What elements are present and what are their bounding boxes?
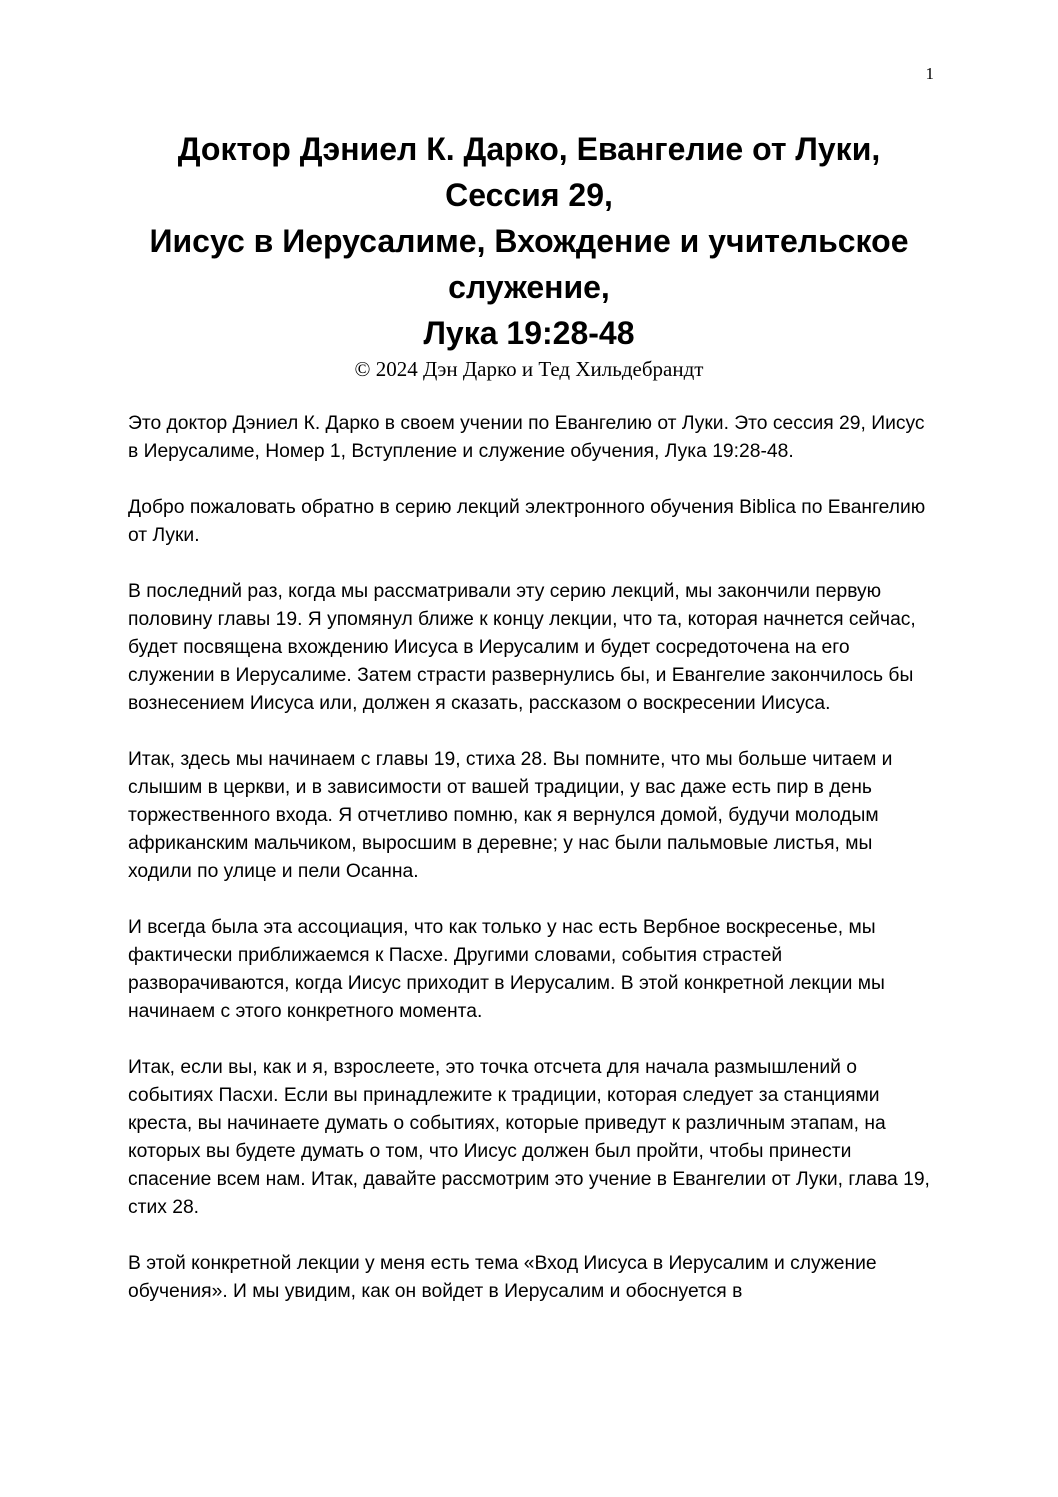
paragraph-3: В последний раз, когда мы рассматривали эту серию лекций, мы закончили первую половину главы 19. Я упомянул ближе к концу лекции, что та, которая начнется сейчас, будет посвящена вхождению Иисуса в Иерусалим и будет сосредоточена на его служении в Иерусалиме. Затем страсти развернулись бы, и Евангелие закончилось бы вознесением Иисуса или, должен я сказать, рассказом о воскресении Иисуса. bbox=[128, 581, 916, 714]
document-title bbox=[110, 126, 948, 356]
paragraph-5: И всегда была эта ассоциация, что как только у нас есть Вербное воскресенье, мы фактически приближаемся к Пасхе. Другими словами, события страстей разворачиваются, когда Иисус приходит в Иерусалим. В этой конкретной лекции мы начинаем с этого конкретного момента. bbox=[128, 917, 885, 1022]
copyright-notice: © 2024 Дэн Дарко и Тед Хильдебрандт bbox=[354, 357, 704, 381]
paragraph-2: Добро пожаловать обратно в серию лекций электронного обучения Biblica по Евангелию от Луки. bbox=[128, 497, 926, 546]
title-line-5: Лука 19:28-48 bbox=[423, 315, 635, 351]
title-line-1: Доктор Дэниел К. Дарко, Евангелие от Луки, bbox=[177, 131, 881, 167]
page-number: 1 bbox=[925, 64, 934, 83]
paragraph-7: В этой конкретной лекции у меня есть тема «Вход Иисуса в Иерусалим и служение обучения». И мы увидим, как он войдет в Иерусалим и обоснуется в bbox=[128, 1253, 877, 1302]
body-text bbox=[128, 410, 938, 1334]
paragraph-1: Это доктор Дэниел К. Дарко в своем учении по Евангелию от Луки. Это сессия 29, Иисус в Иерусалиме, Номер 1, Вступление и служение обучения, Лука 19:28-48. bbox=[128, 413, 925, 462]
paragraph-6: Итак, если вы, как и я, взрослеете, это точка отсчета для начала размышлений о событиях Пасхи. Если вы принадлежите к традиции, которая следует за станциями креста, вы начинаете думать о событиях, которые приведут к различным этапам, на которых вы будете думать о том, что Иисус должен был пройти, чтобы принести спасение всем нам. Итак, давайте рассмотрим это учение в Евангелии от Луки, глава 19, стих 28. bbox=[128, 1057, 930, 1218]
title-line-3: Иисус в Иерусалиме, Вхождение и учительское bbox=[149, 223, 909, 259]
title-line-4: служение, bbox=[448, 269, 610, 305]
paragraph-4: Итак, здесь мы начинаем с главы 19, стиха 28. Вы помните, что мы больше читаем и слышим в церкви, и в зависимости от вашей традиции, у вас даже есть пир в день торжественного входа. Я отчетливо помню, как я вернулся домой, будучи молодым африканским мальчиком, выросшим в деревне; у нас были пальмовые листья, мы ходили по улице и пели Осанна. bbox=[128, 749, 893, 882]
title-line-2: Сессия 29, bbox=[445, 177, 613, 213]
